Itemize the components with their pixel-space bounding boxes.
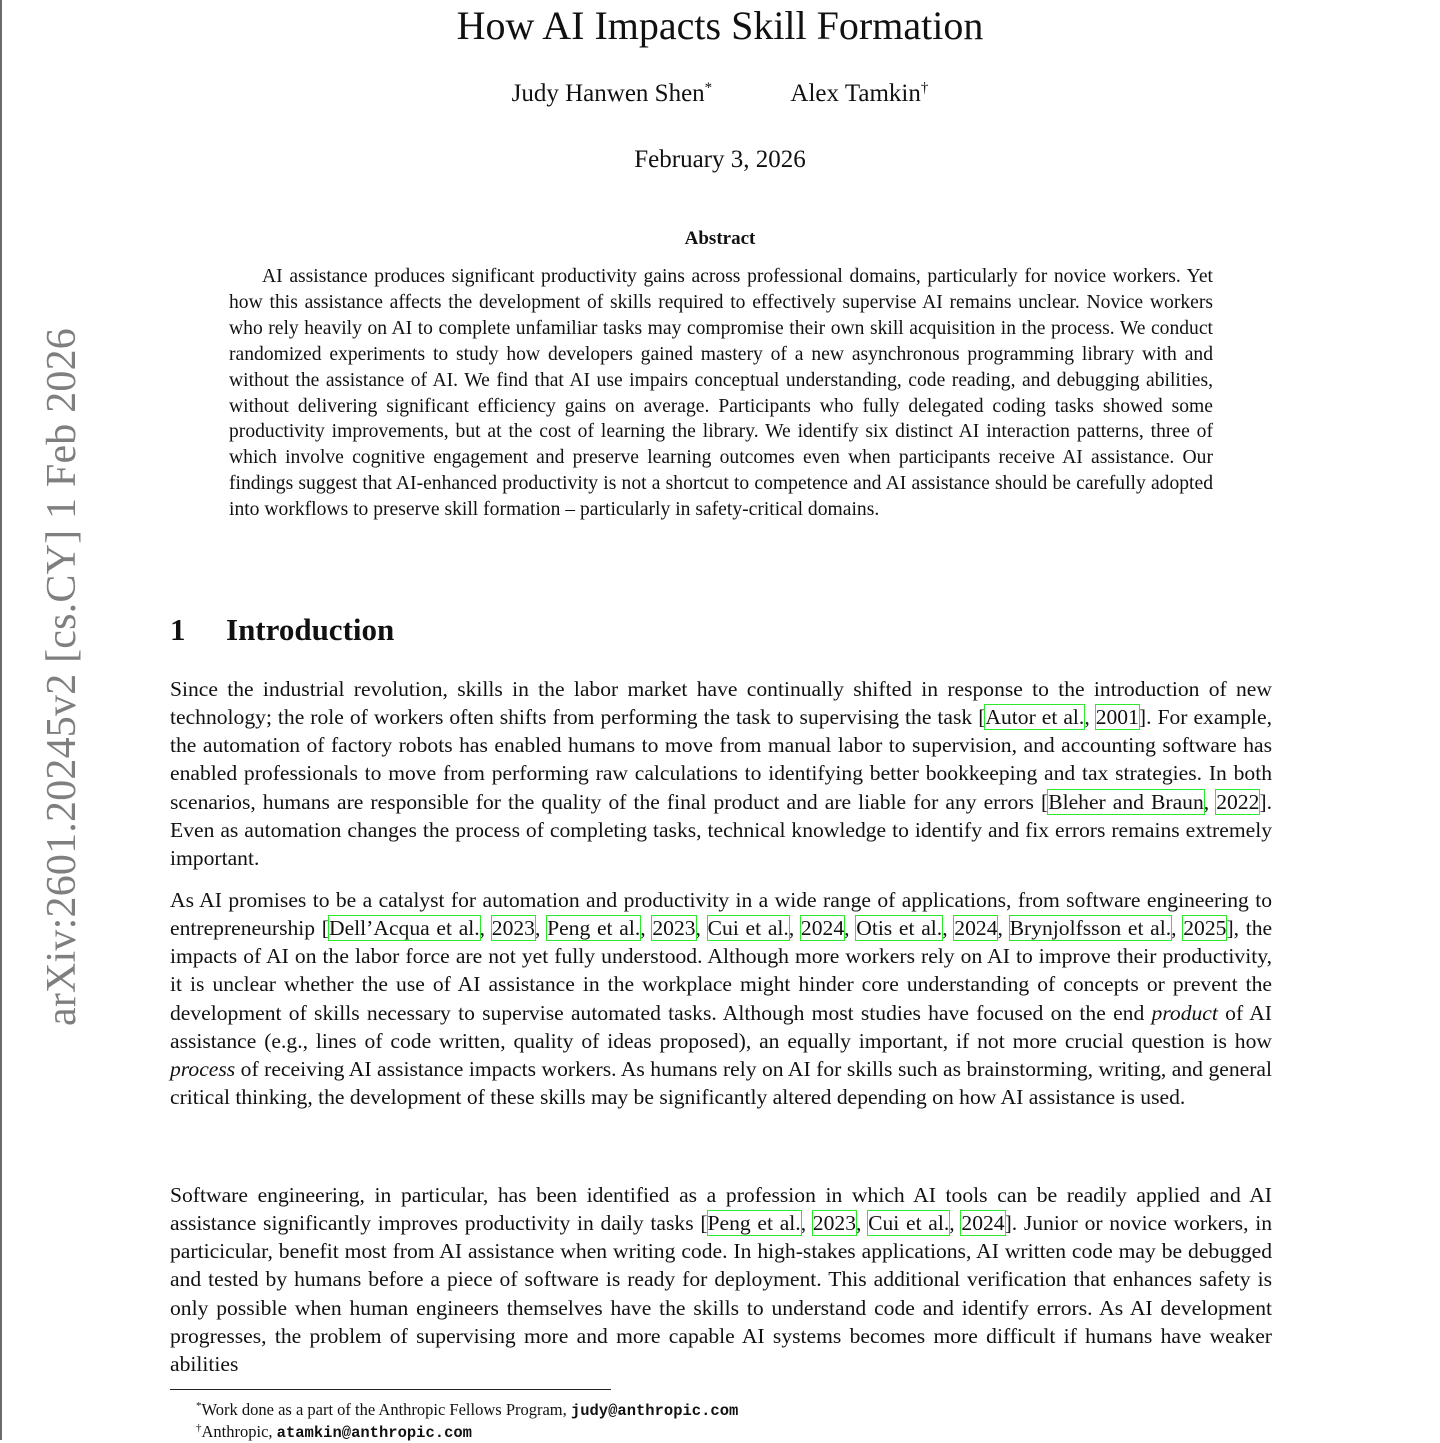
author-2 [790,80,928,108]
paragraph-3 [170,1181,1272,1379]
paragraph-text: , [1203,789,1217,814]
paragraph-text: ]. Even as automation changes the process of completing tasks, technical knowledge to identify and fix errors remains extremely important. [170,789,1273,870]
footnote-mark[interactable]: * [704,80,713,96]
citation-link[interactable]: 2023 [652,916,696,941]
citation-link[interactable]: 2023 [491,916,535,941]
citation-link[interactable]: Bleher and Braun [1048,789,1204,814]
paragraph-1 [170,675,1272,872]
emphasis-text: process [170,1056,236,1081]
separator: , [788,916,801,941]
section-number: 1 [170,612,186,647]
footnote-divider [170,1389,611,1390]
paragraph-text: of receiving AI assistance impacts workers. As humans rely on AI for skills such as brainstorming, writing, and general critical thinking, the development of these skills may be significantly altered depending on how AI assistance is used. [170,1056,1272,1110]
citation-link[interactable]: 2024 [800,916,845,941]
citation-link[interactable]: 2023 [812,1211,856,1236]
paragraph-text: ]. Junior or novice workers, in particicular, benefit most from AI assistance when writing code. In high-stakes applications, AI written code may be debugged and tested by humans before a piece of software is ready for deployment. This additional verification that enhances safety is only possible when human engineers themselves have the skills to understand code and identify errors. As AI development progresses, the problem of supervising more and more capable AI systems becomes more difficult if humans have weaker abilities [170,1211,1272,1376]
paragraph-text: Since the industrial revolution, skills in the labor market have continually shifted in response to the introduction of new technology; the role of workers often shifts from performing the task to supervising the task [ [170,677,1272,730]
citation-link[interactable]: Cui et al. [868,1211,950,1236]
section-title: Introduction [226,612,395,647]
separator: , [695,916,708,941]
abstract-text: AI assistance produces significant productivity gains across professional domains, particularly for novice workers. Yet how this assistance affects the development of skills required to effectively supervise AI remains unclear. Novice workers who rely heavily on AI to complete unfamiliar tasks may compromise their own skill acquisition in the process. We conduct randomized experiments to study how developers gained mastery of a new asynchronous programming library with and without the assistance of AI. We find that AI use impairs conceptual understanding, code reading, and debugging abilities, without delivering significant efficiency gains on average. Participants who fully delegated coding tasks showed some productivity improvements, but at the cost of learning the library. We identify six distinct AI interaction patterns, three of which involve cognitive engagement and preserve learning outcomes even when participants receive AI assistance. Our findings suggest that AI-enhanced productivity is not a shortcut to competence and AI assistance should be carefully adopted into workflows to preserve skill formation – particularly in safety-critical domains. [229,266,1213,521]
paper-date: February 3, 2026 [634,146,806,173]
citation-link[interactable]: Otis et al. [856,916,943,941]
footnote-text: Work done as a part of the Anthropic Fellows Program, [201,1400,571,1419]
citation-link[interactable]: Autor et al. [985,705,1085,730]
paragraph-text: ], the impacts of AI on the labor force are not yet fully understood. Although more workers rely on AI to improve their productivity, it is unclear whether the use of AI assistance in the workplace might hinder core understanding of concepts or prevent the development of skills necessary to supervise automated tasks. Although most studies have focused on the end [170,916,1273,1025]
citation-link[interactable]: 2024 [961,1211,1005,1236]
separator: , [479,916,492,941]
footnote-mark: * [196,1400,202,1412]
separator: , [640,916,653,941]
author-name: Judy Hanwen Shen [511,80,705,107]
section-heading [170,612,394,648]
citation-link[interactable]: Brynjolfsson et al. [1009,916,1172,941]
separator: , [997,916,1010,941]
citation-link[interactable]: Peng et al. [547,916,641,941]
paragraph-text: ]. For example, the automation of factory robots has enabled humans to move from manual labor to supervision, and accounting software has enabled professionals to move from performing raw calculations to identifying better bookkeeping and tax strategies. In both scenarios, humans are responsible for the quality of the final product and are liable for any errors [ [170,705,1272,814]
citation-link[interactable]: 2001 [1095,705,1139,730]
paragraph-text: , [1084,705,1096,730]
separator: , [942,916,955,941]
citation-link[interactable]: 2024 [954,916,998,941]
paragraph-text: Software engineering, in particular, has been identified as a profession in which AI tools can be readily applied and AI assistance significantly improves productivity in daily tasks [ [170,1183,1272,1236]
email-link[interactable]: atamkin@anthropic.com [276,1424,472,1442]
separator: , [1171,916,1184,941]
footnote-mark[interactable]: † [920,80,929,96]
author-list [0,80,1440,108]
email-link[interactable]: judy@anthropic.com [570,1402,739,1420]
abstract-heading: Abstract [684,228,756,249]
paper-title: How AI Impacts Skill Formation [456,3,984,48]
separator: , [855,1211,869,1236]
paragraph-2 [170,886,1272,1111]
paragraph-text: As AI promises to be a catalyst for automation and productivity in a wide range of applications, from software engineering to entrepreneurship [ [170,888,1272,941]
footnote-text: Anthropic, [201,1422,277,1441]
citation-link[interactable]: Cui et al. [707,916,789,941]
separator: , [534,916,548,941]
footnote-mark: † [196,1422,202,1434]
author-1 [512,80,713,108]
separator: , [844,916,857,941]
footnote-2 [196,1418,472,1443]
citation-link[interactable]: 2025 [1183,916,1227,941]
citation-link[interactable]: 2022 [1216,789,1260,814]
paragraph-text: of AI assistance (e.g., lines of code written, quality of ideas proposed), an equally important, if not more crucial question is how [170,1000,1272,1053]
citation-link[interactable]: Dell’Acqua et al. [328,916,480,941]
page-left-edge [0,0,2,1440]
citation-link[interactable]: Peng et al. [707,1211,801,1236]
author-name: Alex Tamkin [790,80,921,107]
separator: , [800,1211,813,1236]
separator: , [949,1211,962,1236]
emphasis-text: product [1151,1000,1218,1025]
arxiv-stamp[interactable]: arXiv:2601.20245v2 [cs.CY] 1 Feb 2026 [39,327,85,1027]
